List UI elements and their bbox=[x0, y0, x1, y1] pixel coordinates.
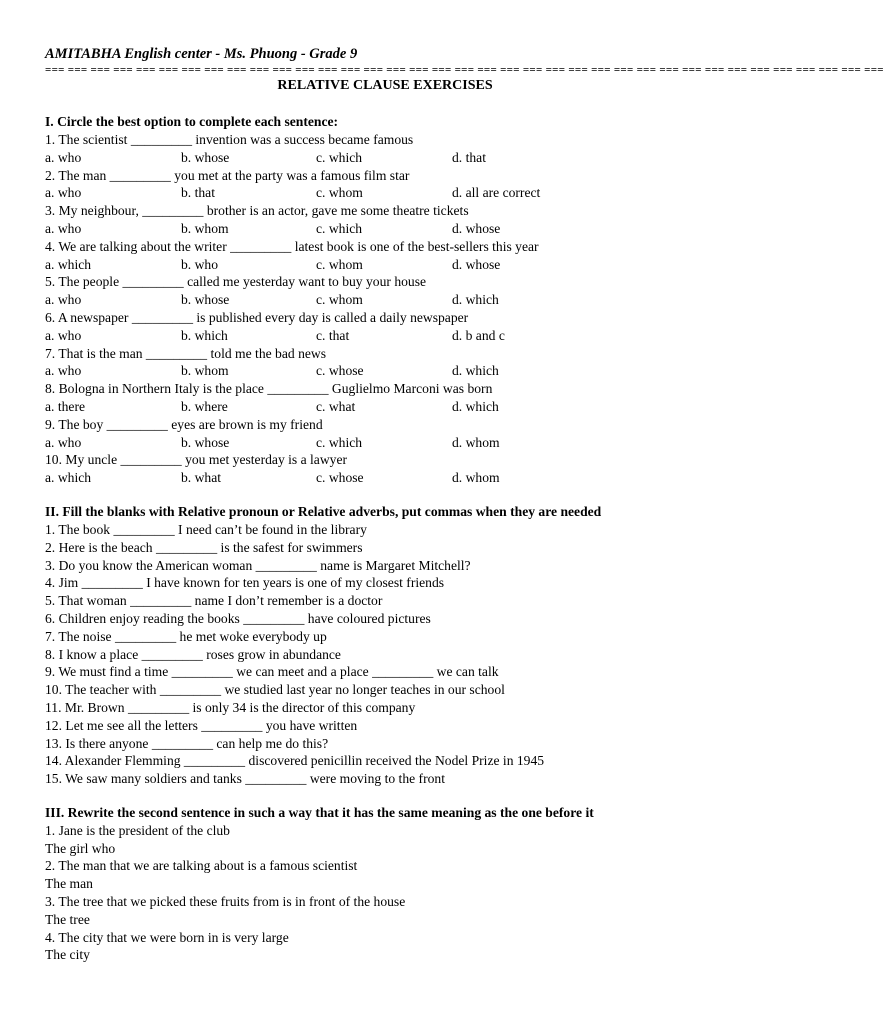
document-header: AMITABHA English center - Ms. Phuong - Grade 9 bbox=[45, 46, 358, 62]
question-text: 5. The people _________ called me yesterday want to buy your house bbox=[45, 274, 427, 290]
answer-option[interactable]: c. which bbox=[316, 434, 363, 450]
question-text: 1. The scientist _________ invention was a success became famous bbox=[45, 132, 414, 147]
question-text: 3. My neighbour, _________ brother is an actor, gave me some theatre tickets bbox=[45, 203, 469, 219]
section-1-heading: I. Circle the best option to complete each sentence: bbox=[45, 114, 339, 129]
answer-option[interactable]: a. who bbox=[45, 363, 82, 379]
fill-blank-sentence: 15. We saw many soldiers and tanks _________ were moving to the front bbox=[45, 771, 445, 787]
answer-option[interactable]: c. whose bbox=[316, 363, 364, 379]
rewrite-prompt: The girl who bbox=[45, 840, 116, 856]
answer-option[interactable]: d. which bbox=[452, 292, 499, 308]
answer-option[interactable]: a. who bbox=[45, 327, 82, 343]
fill-blank-sentence: 3. Do you know the American woman _________ name is Margaret Mitchell? bbox=[45, 557, 471, 573]
answer-option[interactable]: a. who bbox=[45, 220, 82, 236]
answer-option[interactable]: b. whose bbox=[181, 292, 230, 308]
rewrite-prompt: The man bbox=[45, 876, 93, 892]
answer-options-row bbox=[45, 327, 745, 345]
answer-option[interactable]: d. whose bbox=[452, 220, 501, 236]
answer-options-row bbox=[45, 398, 745, 416]
rewrite-original-sentence: 2. The man that we are talking about is a famous scientist bbox=[45, 858, 358, 874]
answer-option[interactable]: c. what bbox=[316, 398, 356, 414]
fill-blank-sentence: 12. Let me see all the letters _________ you have written bbox=[45, 717, 358, 733]
question-text: 6. A newspaper _________ is published every day is called a daily newspaper bbox=[45, 309, 469, 325]
fill-blank-sentence: 8. I know a place _________ roses grow in abundance bbox=[45, 646, 341, 662]
answer-option[interactable]: b. which bbox=[181, 327, 228, 343]
rewrite-prompt: The city bbox=[45, 947, 90, 963]
answer-option[interactable]: b. whom bbox=[181, 220, 229, 236]
answer-option[interactable]: c. whom bbox=[316, 292, 363, 308]
fill-blank-sentence: 2. Here is the beach _________ is the safest for swimmers bbox=[45, 539, 363, 555]
question-text: 2. The man _________ you met at the party was a famous film star bbox=[45, 167, 410, 183]
answer-option[interactable]: b. whom bbox=[181, 363, 229, 379]
answer-option[interactable]: c. whose bbox=[316, 470, 364, 486]
answer-option[interactable]: b. that bbox=[181, 185, 215, 201]
worksheet-page bbox=[45, 46, 884, 964]
fill-blank-sentence: 6. Children enjoy reading the books _________ have coloured pictures bbox=[45, 610, 431, 626]
answer-option[interactable]: d. whom bbox=[452, 434, 500, 450]
answer-option[interactable]: d. which bbox=[452, 363, 499, 379]
section-2-questions bbox=[45, 521, 745, 788]
answer-option[interactable]: a. which bbox=[45, 470, 92, 486]
answer-options-row bbox=[45, 184, 745, 202]
answer-option[interactable]: c. whom bbox=[316, 185, 363, 201]
answer-option[interactable]: d. whose bbox=[452, 256, 501, 272]
answer-options-row bbox=[45, 149, 745, 167]
fill-blank-sentence: 4. Jim _________ I have known for ten years is one of my closest friends bbox=[45, 575, 445, 591]
fill-blank-sentence: 1. The book _________ I need can’t be found in the library bbox=[45, 521, 367, 537]
worksheet-title: RELATIVE CLAUSE EXERCISES bbox=[277, 78, 493, 93]
answer-option[interactable]: b. whose bbox=[181, 434, 230, 450]
answer-option[interactable]: c. that bbox=[316, 327, 350, 343]
rewrite-original-sentence: 4. The city that we were born in is very large bbox=[45, 929, 289, 945]
separator-rule: === === === === === === === === === === === === === === === === === === === === === === === === === === === === === === === === === === === === === bbox=[45, 64, 884, 76]
section-2-heading: II. Fill the blanks with Relative pronoun or Relative adverbs, put commas when they are needed bbox=[45, 503, 602, 519]
answer-option[interactable]: a. which bbox=[45, 256, 92, 272]
answer-option[interactable]: b. who bbox=[181, 256, 219, 272]
section-3-questions bbox=[45, 822, 745, 964]
answer-options-row bbox=[45, 220, 745, 238]
answer-option[interactable]: b. where bbox=[181, 398, 228, 414]
rewrite-prompt: The tree bbox=[45, 911, 90, 927]
answer-option[interactable]: b. whose bbox=[181, 149, 230, 165]
question-text: 8. Bologna in Northern Italy is the place _________ Guglielmo Marconi was born bbox=[45, 381, 493, 397]
fill-blank-sentence: 10. The teacher with _________ we studied last year no longer teaches in our school bbox=[45, 682, 505, 698]
question-text: 9. The boy _________ eyes are brown is my friend bbox=[45, 416, 323, 432]
fill-blank-sentence: 14. Alexander Flemming _________ discovered penicillin received the Nodel Prize in 1945 bbox=[45, 753, 545, 769]
answer-option[interactable]: d. which bbox=[452, 398, 499, 414]
answer-option[interactable]: d. that bbox=[452, 149, 486, 165]
rewrite-original-sentence: 3. The tree that we picked these fruits from is in front of the house bbox=[45, 894, 406, 910]
answer-options-row bbox=[45, 362, 745, 380]
section-2 bbox=[45, 503, 745, 788]
answer-option[interactable]: a. who bbox=[45, 185, 82, 201]
answer-option[interactable]: d. whom bbox=[452, 470, 500, 486]
fill-blank-sentence: 13. Is there anyone _________ can help me do this? bbox=[45, 735, 329, 751]
answer-option[interactable]: b. what bbox=[181, 470, 222, 486]
answer-option[interactable]: a. there bbox=[45, 398, 85, 414]
answer-option[interactable]: a. who bbox=[45, 434, 82, 450]
answer-options-row bbox=[45, 256, 745, 274]
answer-option[interactable]: d. all are correct bbox=[452, 185, 541, 201]
answer-options-row bbox=[45, 434, 745, 452]
fill-blank-sentence: 9. We must find a time _________ we can meet and a place _________ we can talk bbox=[45, 664, 499, 680]
section-1-questions bbox=[45, 131, 745, 487]
answer-option[interactable]: a. who bbox=[45, 149, 82, 165]
answer-options-row bbox=[45, 291, 745, 309]
fill-blank-sentence: 7. The noise _________ he met woke everybody up bbox=[45, 628, 327, 644]
question-text: 7. That is the man _________ told me the bad news bbox=[45, 345, 327, 361]
fill-blank-sentence: 5. That woman _________ name I don’t remember is a doctor bbox=[45, 593, 383, 609]
answer-option[interactable]: d. b and c bbox=[452, 327, 505, 343]
question-text: 4. We are talking about the writer _________ latest book is one of the best-sellers this year bbox=[45, 238, 539, 254]
section-1 bbox=[45, 113, 745, 487]
answer-option[interactable]: a. who bbox=[45, 292, 82, 308]
section-3-heading: III. Rewrite the second sentence in such a way that it has the same meaning as the one before it bbox=[45, 804, 594, 820]
answer-option[interactable]: c. which bbox=[316, 149, 363, 165]
fill-blank-sentence: 11. Mr. Brown _________ is only 34 is the director of this company bbox=[45, 699, 416, 715]
section-3 bbox=[45, 804, 745, 964]
question-text: 10. My uncle _________ you met yesterday is a lawyer bbox=[45, 452, 348, 468]
answer-option[interactable]: c. whom bbox=[316, 256, 363, 272]
rewrite-original-sentence: 1. Jane is the president of the club bbox=[45, 822, 230, 838]
answer-option[interactable]: c. which bbox=[316, 220, 363, 236]
answer-options-row bbox=[45, 469, 745, 487]
